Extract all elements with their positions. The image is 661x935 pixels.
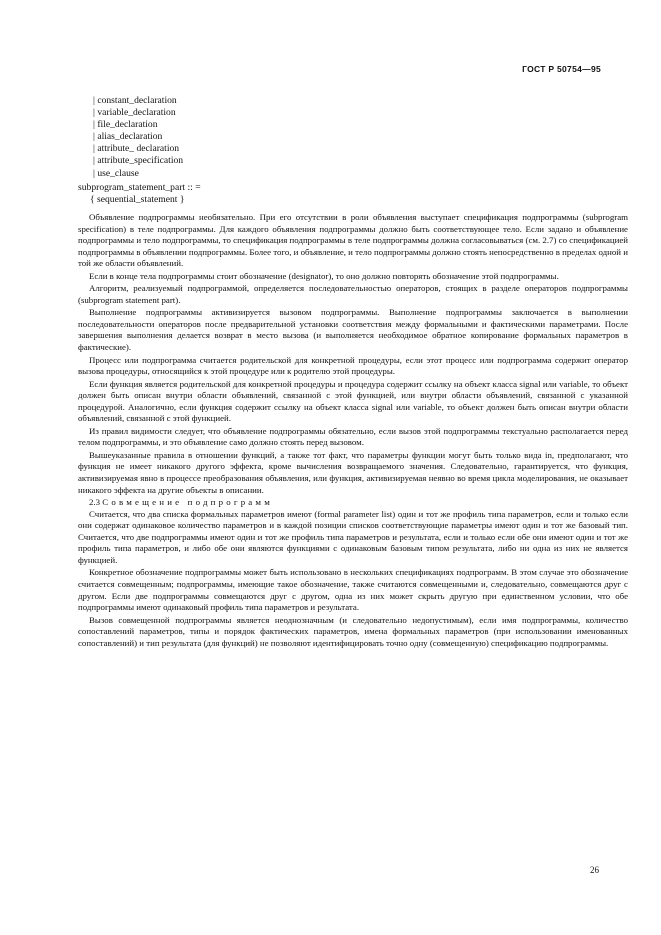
code-line: subprogram_statement_part :: = bbox=[78, 182, 201, 193]
code-line: | constant_declaration bbox=[93, 95, 177, 106]
paragraph: Если в конце тела подпрограммы стоит обозначение (designator), то оно должно повторять обозначение этой подпрограммы. bbox=[89, 270, 559, 281]
paragraph: Выполнение подпрограммы активизируется вызовом подпрограммы. Выполнение подпрограммы заключается в выполнении последовательности операторов после предварительной установки соответствия между формальными и фактическими параметрами. После завершения выполнения делается возврат в место вызова (и выполняется необходимое обратное копирование формальных параметров в фактические). bbox=[78, 307, 628, 353]
paragraph: Из правил видимости следует, что объявление подпрограммы обязательно, если вызов этой подпрограммы текстуально располагается перед телом подпрограммы, и это объявление само должно стоять перед вызовом. bbox=[78, 425, 628, 448]
section-title: Совмещение подпрограмм bbox=[102, 497, 274, 508]
paragraph: Алгоритм, реализуемый подпрограммой, определяется последовательностью операторов, стоящих в разделе операторов подпрограммы (subprogram statement part). bbox=[78, 283, 628, 305]
code-block-statement-part bbox=[78, 182, 201, 206]
paragraph: Объявление подпрограммы необязательно. При его отсутствии в роли объявления выступает спецификация подпрограммы (subprogram specification) в теле подпрограммы. Для каждого объявления подпрограммы должно быть соответствующее тело. Если задано и объявление подпрограммы и тело подпрограммы, то спецификация подпрограммы в теле подпрограммы должна согласовываться (см. 2.7) со спецификацией подпрограммы в объявлении подпрограммы. Более того, и объявление, и тело подпрограммы должно стоять непосредственно в пределах одной и той же области объявлений. bbox=[78, 212, 628, 269]
code-block bbox=[93, 95, 183, 180]
code-line: | attribute_specification bbox=[93, 155, 184, 167]
document-header-code: ГОСТ Р 50754—95 bbox=[522, 64, 601, 74]
code-line: | attribute_ declaration bbox=[93, 143, 180, 155]
paragraph: Если функция является родительской для конкретной процедуры и процедура содержит ссылку на объект класса signal или variable, то объект должен быть описан внутри области объявлений, связанной с этой функцией, или внутри области объявлений, связанной с указанной процедурой. Аналогично, если функция содержит ссылку на объект класса signal или variable, то объект должен быть описан внутри области объявлений, связанной с этой функцией. bbox=[78, 378, 628, 424]
code-line: | file_declaration bbox=[93, 119, 158, 131]
code-line: | use_clause bbox=[93, 167, 139, 179]
code-line: { sequential_statement } bbox=[78, 194, 185, 206]
body-text bbox=[78, 212, 628, 650]
code-line: | variable_declaration bbox=[93, 107, 176, 119]
section-heading bbox=[78, 497, 628, 509]
paragraph: Конкретное обозначение подпрограммы может быть использовано в нескольких спецификациях подпрограмм. В этом случае это обозначение считается совмещенным; подпрограммы, имеющие такое обозначение, также считаются совмещенными и, следовательно, совмещаются друг с другом. Если две подпрограммы совмещаются друг с другом, одна из них может скрыть другую при единственном условии, что обе подпрограммы имеют одинаковый профиль типа параметров и результата. bbox=[78, 567, 628, 613]
page-number: 26 bbox=[590, 865, 599, 875]
paragraph: Считается, что два списка формальных параметров имеют (formal parameter list) один и тот же профиль типа параметров, если и только если они содержат одинаковое количество параметров и в каждой позиции списков соответствующие параметры имеют один и тот же базовый тип. Считается, что две подпрограммы имеют один и тот же профиль типа параметров и результата, если и только если обе они имеют один и тот же профиль типа параметров, и либо обе они являются функциями с одинаковым базовым типом результата, либо ни одна из них не является функцией. bbox=[78, 508, 628, 565]
paragraph: Вызов совмещенной подпрограммы является неоднозначным (и следовательно недопустимым), если имя подпрограммы, количество сопоставлений параметров, типы и порядок фактических параметров, имена формальных параметров (при использовании именованных сопоставлений) и тип результата (для функций) не позволяют идентифицировать точно одну (совмещенную) спецификацию подпрограммы. bbox=[78, 614, 628, 648]
paragraph: Процесс или подпрограмма считается родительской для конкретной процедуры, если этот процесс или подпрограмма содержит оператор вызова процедуры, относящийся к этой процедуре или к родителю этой процедуры. bbox=[78, 354, 628, 377]
code-line: | alias_declaration bbox=[93, 131, 163, 143]
section-number: 2.3 bbox=[89, 497, 101, 508]
paragraph: Вышеуказанные правила в отношении функций, а также тот факт, что параметры функции могут быть только вида in, предполагают, что функция не имеет никакого другого эффекта, кроме вычисления возвращаемого значения. Следовательно, гарантируется, что функция, активизируемая явно в процессе преобразования объявления, или функция, активизируемая неявно во время цикла моделирования, не оказывает никакого эффекта на другие объекты в описании. bbox=[78, 449, 628, 495]
